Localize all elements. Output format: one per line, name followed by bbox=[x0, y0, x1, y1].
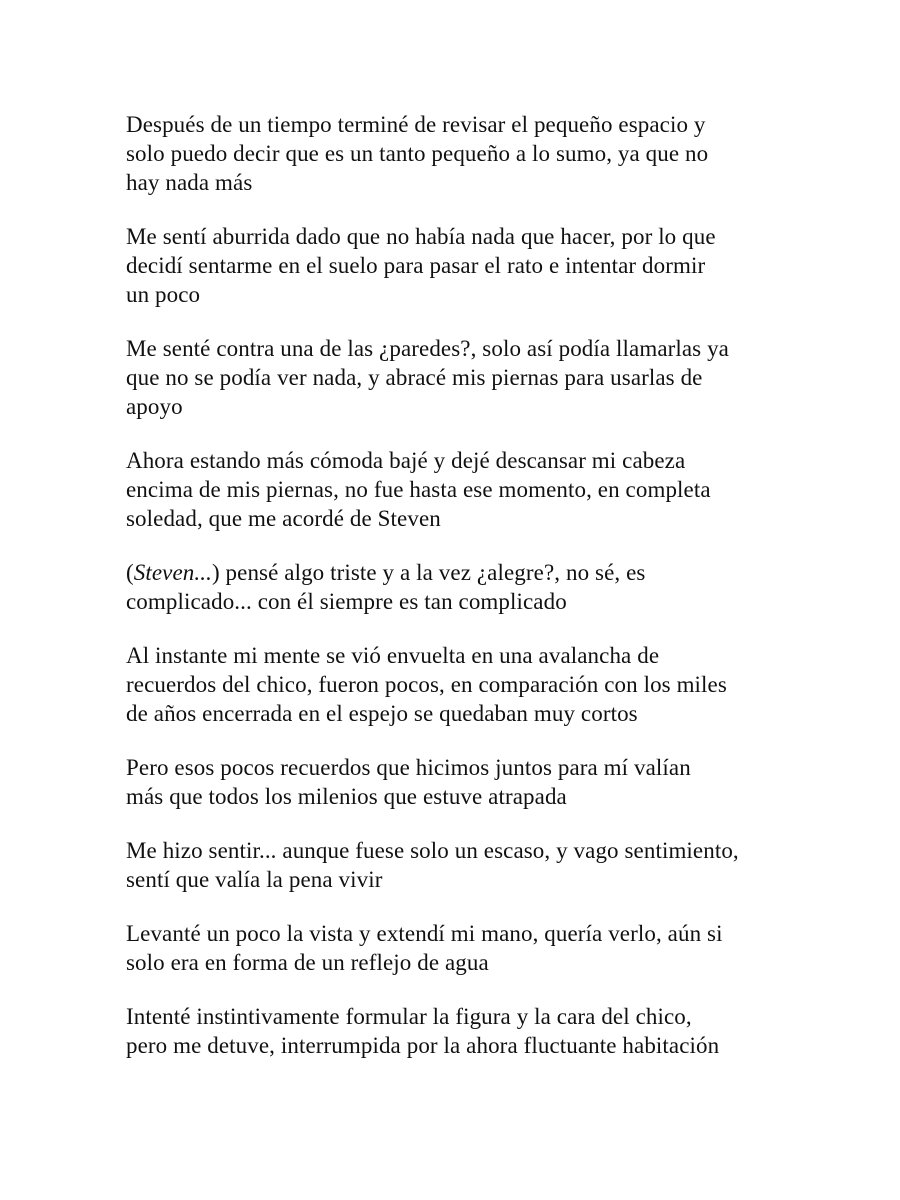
paragraph-7 bbox=[126, 753, 786, 811]
text-line: apoyo bbox=[126, 394, 183, 419]
text-line: Me hizo sentir... aunque fuese solo un escaso, y vago sentimiento, bbox=[126, 838, 739, 863]
text-line: Ahora estando más cómoda bajé y dejé descansar mi cabeza bbox=[126, 448, 686, 473]
open-paren: ( bbox=[126, 560, 134, 585]
document-body bbox=[126, 110, 786, 1085]
text-line: Pero esos pocos recuerdos que hicimos juntos para mí valían bbox=[126, 755, 691, 780]
text-line: Después de un tiempo terminé de revisar el pequeño espacio y bbox=[126, 112, 706, 137]
paragraph-4 bbox=[126, 446, 786, 533]
text-line: un poco bbox=[126, 282, 201, 307]
text-line bbox=[126, 558, 786, 587]
paragraph-5 bbox=[126, 558, 786, 616]
text-line: Me senté contra una de las ¿paredes?, solo así podía llamarlas ya bbox=[126, 336, 729, 361]
paragraph-10 bbox=[126, 1002, 786, 1060]
text-line: encima de mis piernas, no fue hasta ese momento, en completa bbox=[126, 477, 711, 502]
text-line: sentí que valía la pena vivir bbox=[126, 867, 383, 892]
text-line: más que todos los milenios que estuve atrapada bbox=[126, 784, 567, 809]
text-line: solo puedo decir que es un tanto pequeño a lo sumo, ya que no bbox=[126, 141, 709, 166]
text-line: complicado... con él siempre es tan complicado bbox=[126, 589, 567, 614]
text-line: solo era en forma de un reflejo de agua bbox=[126, 950, 489, 975]
text-line: decidí sentarme en el suelo para pasar el rato e intentar dormir bbox=[126, 253, 706, 278]
text-line: Intenté instintivamente formular la figura y la cara del chico, bbox=[126, 1004, 692, 1029]
line-rest: ) pensé algo triste y a la vez ¿alegre?, no sé, es bbox=[211, 560, 646, 585]
text-line: Levanté un poco la vista y extendí mi mano, quería verlo, aún si bbox=[126, 921, 723, 946]
text-line: Al instante mi mente se vió envuelta en una avalancha de bbox=[126, 643, 660, 668]
paragraph-6 bbox=[126, 641, 786, 728]
text-line: soledad, que me acordé de Steven bbox=[126, 506, 441, 531]
paragraph-1 bbox=[126, 110, 786, 197]
paragraph-9 bbox=[126, 919, 786, 977]
text-line: hay nada más bbox=[126, 170, 253, 195]
text-line: pero me detuve, interrumpida por la ahora fluctuante habitación bbox=[126, 1033, 720, 1058]
text-line: Me sentí aburrida dado que no había nada que hacer, por lo que bbox=[126, 224, 716, 249]
text-line: recuerdos del chico, fueron pocos, en comparación con los miles bbox=[126, 672, 727, 697]
paragraph-3 bbox=[126, 334, 786, 421]
italic-thought: Steven... bbox=[133, 560, 212, 585]
text-line: de años encerrada en el espejo se quedaban muy cortos bbox=[126, 701, 638, 726]
paragraph-2 bbox=[126, 222, 786, 309]
text-line: que no se podía ver nada, y abracé mis piernas para usarlas de bbox=[126, 365, 703, 390]
paragraph-8 bbox=[126, 836, 786, 894]
